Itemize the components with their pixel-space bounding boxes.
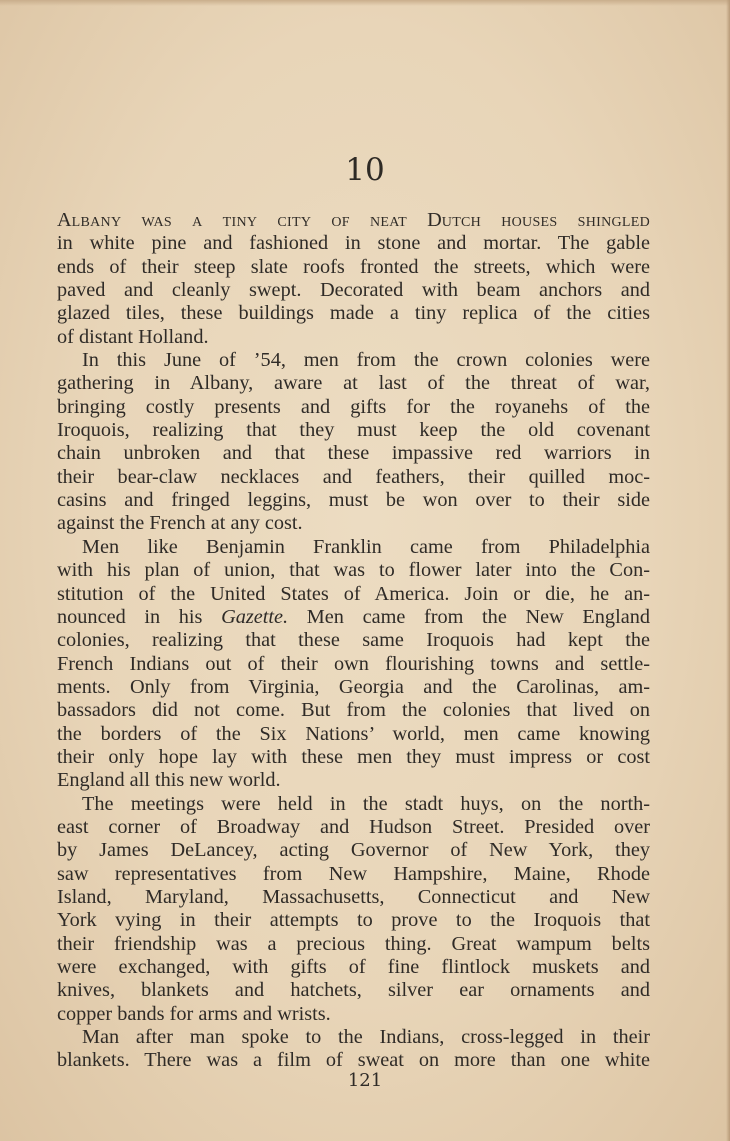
text-run: nounced in his [57, 605, 222, 628]
text-line: casins and fringed leggins, must be won over to their side [57, 489, 650, 512]
text-line: copper bands for arms and wrists. [57, 1002, 331, 1025]
text-line: Men like Benjamin Franklin came from Philadelphia [82, 535, 650, 558]
text-line [57, 606, 650, 629]
text-line: with his plan of union, that was to flower later into the Con- [57, 559, 650, 582]
text-line: knives, blankets and hatchets, silver ear ornaments and [57, 979, 650, 1002]
text-line: in white pine and fashioned in stone and mortar. The gable [57, 232, 650, 255]
text-line: gathering in Albany, aware at last of the threat of war, [57, 372, 650, 395]
opening-small-caps: lbany was a tiny city of neat [71, 209, 428, 231]
text-line: paved and cleanly swept. Decorated with beam anchors and [57, 279, 650, 302]
text-line: Iroquois, realizing that they must keep the old covenant [57, 419, 650, 442]
page-number: 121 [347, 1070, 383, 1091]
text-line: In this June of ’54, men from the crown colonies were [82, 349, 650, 372]
text-line: bassadors did not come. But from the colonies that lived on [57, 699, 650, 722]
text-line: Man after man spoke to the Indians, cross-legged in their [82, 1026, 650, 1049]
text-line: blankets. There was a film of sweat on more than one white [57, 1049, 650, 1072]
page-top-edge [0, 0, 730, 6]
opening-capital-2: D [427, 209, 442, 231]
text-line: Island, Maryland, Massachusetts, Connecticut and New [57, 885, 650, 908]
text-line: chain unbroken and that these impassive red warriors in [57, 442, 650, 465]
text-line: their only hope lay with these men they must impress or cost [57, 745, 650, 768]
text-line: the borders of the Six Nations’ world, men came knowing [57, 722, 650, 745]
text-line: French Indians out of their own flourishing towns and settle- [57, 652, 650, 675]
body-text [57, 209, 650, 1073]
text-line: bringing costly presents and gifts for the royanehs of the [57, 395, 650, 418]
text-line: their friendship was a precious thing. Great wampum belts [57, 932, 650, 955]
text-line: colonies, realizing that these same Iroquois had kept the [57, 629, 650, 652]
opening-capital: A [57, 209, 72, 231]
text-line: glazed tiles, these buildings made a tiny replica of the cities [57, 302, 650, 325]
chapter-number: 10 [345, 152, 385, 188]
text-line: were exchanged, with gifts of fine flintlock muskets and [57, 956, 650, 978]
text-line: York vying in their attempts to prove to the Iroquois that [57, 909, 650, 932]
text-line [57, 209, 650, 232]
text-line: their bear-claw necklaces and feathers, their quilled moc- [57, 465, 650, 488]
text-line: by James DeLancey, acting Governor of New York, they [57, 839, 650, 862]
text-line: ends of their steep slate roofs fronted the streets, which were [57, 255, 650, 278]
text-line: stitution of the United States of America. Join or die, he an- [57, 582, 650, 605]
text-line: east corner of Broadway and Hudson Street. Presided over [57, 815, 650, 838]
text-line: against the French at any cost. [57, 512, 303, 535]
opening-small-caps-2: utch houses shingled [441, 209, 650, 231]
text-line: The meetings were held in the stadt huys, on the north- [82, 792, 650, 815]
text-line: ments. Only from Virginia, Georgia and the Carolinas, am- [57, 675, 650, 698]
text-line: England all this new world. [57, 769, 281, 792]
gazette-title: Gazette. [221, 605, 289, 628]
text-line: of distant Holland. [57, 325, 209, 348]
text-run: Men came from the New England [288, 605, 650, 628]
text-line: saw representatives from New Hampshire, Maine, Rhode [57, 862, 650, 885]
